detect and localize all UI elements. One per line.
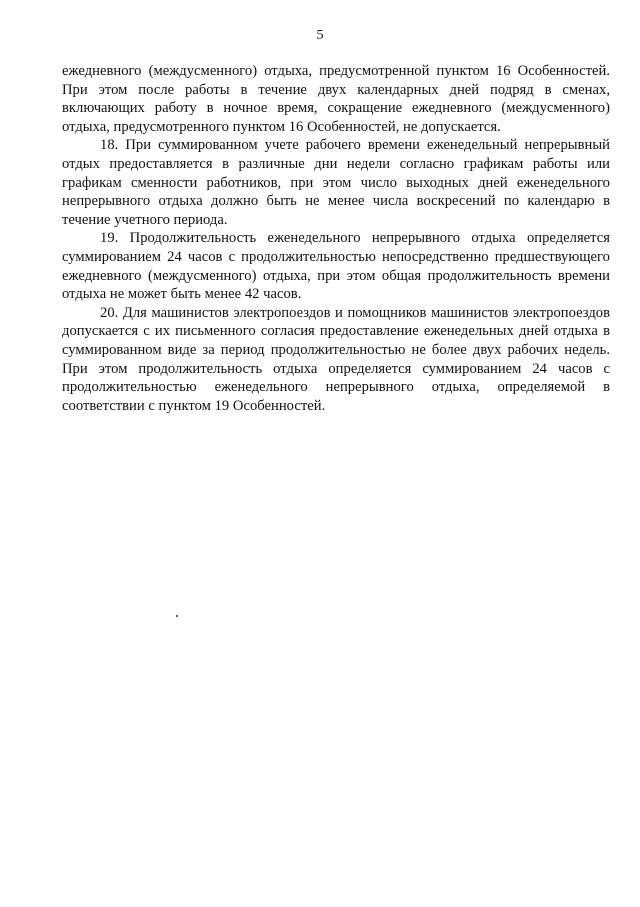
- page-number: 5: [316, 28, 324, 43]
- paragraph-item-20: 20. Для машинистов электропоездов и помощников машинистов электропоездов допускается с их письменного согласия предоставление еженедельных дней отдыха в суммированном виде за период продолжительностью не более двух рабочих недель. При этом продолжительность отдыха определяется суммированием 24 часов с продолжительностью еженедельного непрерывного отдыха, определяемой в соответствии с пунктом 19 Особенностей.: [62, 304, 610, 414]
- document-body: [62, 62, 610, 415]
- paragraph-item-18: 18. При суммированном учете рабочего времени еженедельный непрерывный отдых предоставляется в различные дни недели согласно графикам работы или графикам сменности работников, при этом число выходных дней еженедельного непрерывного отдыха должно быть не менее числа воскресений по календарю в течение учетного периода.: [62, 137, 610, 228]
- paragraph-continuation: ежедневного (междусменного) отдыха, предусмотренной пунктом 16 Особенностей. При этом после работы в течение двух календарных дней подряд в сменах, включающих работу в ночное время, сокращение ежедневного (междусменного) отдыха, предусмотренного пунктом 16 Особенностей, не допускается.: [62, 63, 610, 135]
- paragraph-item-19: 19. Продолжительность еженедельного непрерывного отдыха определяется суммированием 24 часов с продолжительностью непосредственно предшествующего ежедневного (междусменного) отдыха, при этом общая продолжительность времени отдыха не может быть менее 42 часов.: [62, 230, 610, 303]
- scan-speck: [176, 615, 178, 617]
